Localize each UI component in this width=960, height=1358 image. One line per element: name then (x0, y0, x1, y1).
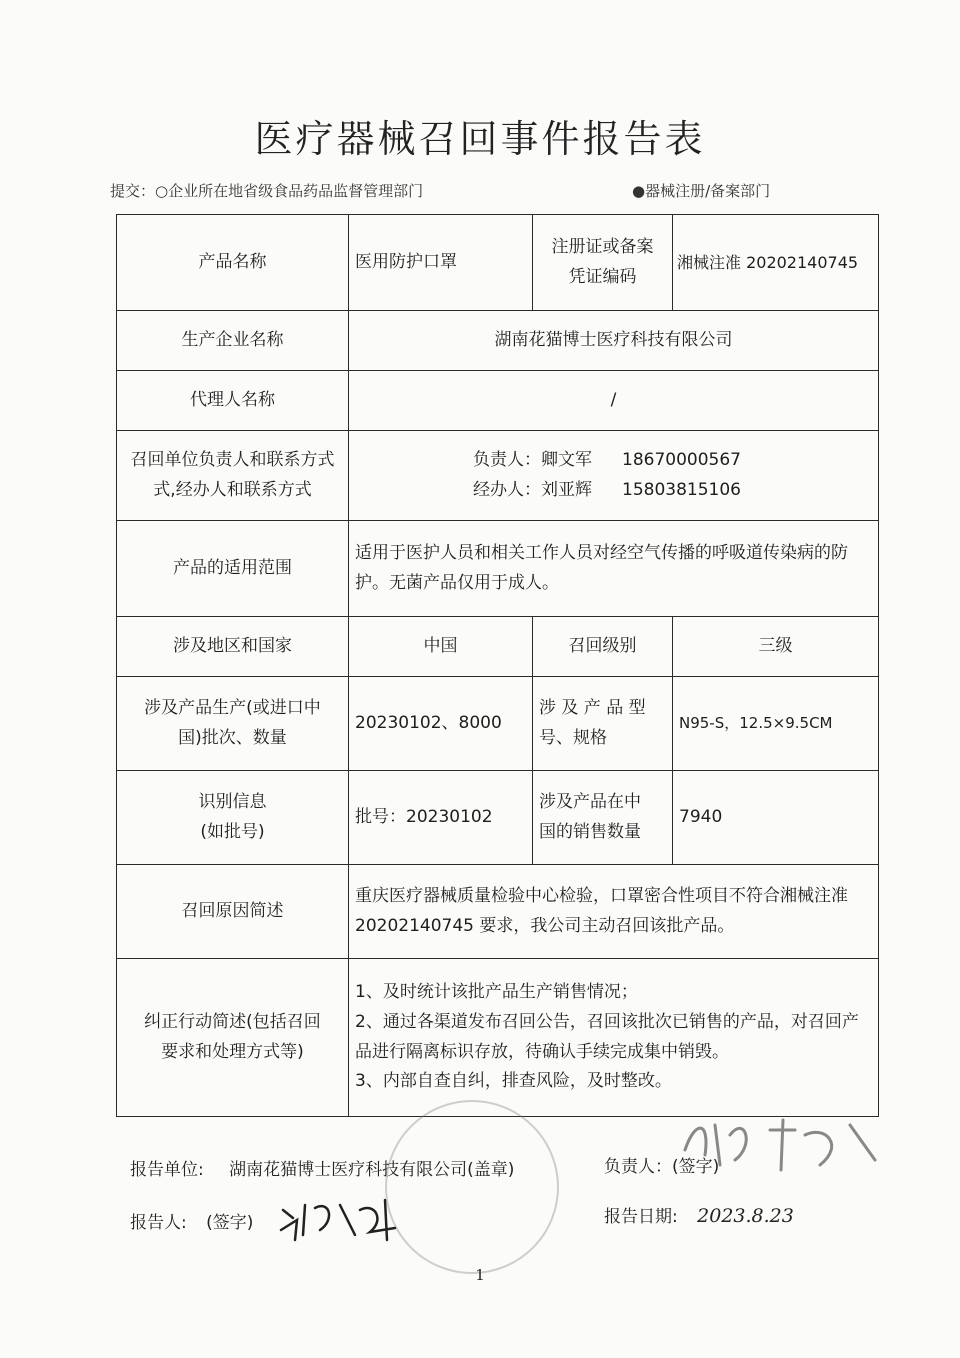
page-number: 1 (475, 1266, 485, 1284)
action-label: 纠正行动简述(包括召回 要求和处理方式等) (117, 959, 349, 1117)
ident-label: 识别信息 (如批号) (117, 771, 349, 865)
action-value (349, 959, 879, 1117)
batch-value: 20230102、8000 (349, 677, 533, 771)
reporter-signature (275, 1190, 425, 1245)
submit-to-row (110, 180, 810, 201)
scope-label: 产品的适用范围 (117, 521, 349, 617)
contact-head-phone: 18670000567 (622, 449, 741, 470)
report-date: 报告日期: 2023.8.23 (604, 1205, 794, 1227)
recall-report-table (116, 214, 879, 1117)
agent-value: / (349, 371, 879, 431)
report-date-value: 2023.8.23 (697, 1205, 794, 1227)
product-name-value: 医用防护口罩 (349, 215, 533, 311)
maker-label: 生产企业名称 (117, 311, 349, 371)
company-seal (385, 1100, 559, 1274)
submit-option-provincial[interactable]: ○企业所在地省级食品药品监督管理部门 (155, 182, 424, 200)
contact-label: 召回单位负责人和联系方式 式,经办人和联系方式 (117, 431, 349, 521)
agent-label: 代理人名称 (117, 371, 349, 431)
submit-option-registration[interactable]: ●器械注册/备案部门 (632, 182, 771, 200)
contact-head: 负责人：卿文军 (473, 449, 592, 470)
contact-handler-phone: 15803815106 (622, 479, 741, 500)
region-label: 涉及地区和国家 (117, 617, 349, 677)
model-value: N95-S，12.5×9.5CM (673, 677, 879, 771)
ident-value: 批号：20230102 (349, 771, 533, 865)
action-item: 2、通过各渠道发布召回公告，召回该批次已销售的产品，对召回产品进行隔离标识存放，待确认手续完成集中销毁。 (355, 1011, 859, 1062)
contact-handler: 经办人：刘亚辉 (473, 479, 592, 500)
head-signature (675, 1105, 890, 1180)
head-signature-label: 负责人：(签字) (604, 1157, 720, 1177)
reg-code-value: 湘械注准 20202140745 (673, 215, 879, 311)
product-name-label: 产品名称 (117, 215, 349, 311)
page-title: 医疗器械召回事件报告表 (254, 117, 706, 161)
contact-value (349, 431, 879, 521)
report-unit: 报告单位: 湖南花猫博士医疗科技有限公司(盖章) (130, 1160, 515, 1180)
scope-value: 适用于医护人员和相关工作人员对经空气传播的呼吸道传染病的防护。无菌产品仅用于成人。 (349, 521, 879, 617)
model-label: 涉 及 产 品 型 号、规格 (533, 677, 673, 771)
sales-value: 7940 (673, 771, 879, 865)
reason-label: 召回原因简述 (117, 865, 349, 959)
region-value: 中国 (349, 617, 533, 677)
submit-prefix: 提交： (110, 182, 156, 200)
level-value: 三级 (673, 617, 879, 677)
sales-label: 涉及产品在中 国的销售数量 (533, 771, 673, 865)
reason-value: 重庆医疗器械质量检验中心检验，口罩密合性项目不符合湘械注准 20202140745 要求，我公司主动召回该批产品。 (349, 865, 879, 959)
batch-label: 涉及产品生产(或进口中 国)批次、数量 (117, 677, 349, 771)
reporter: 报告人: (签字) (130, 1213, 254, 1233)
action-item: 1、及时统计该批产品生产销售情况； (355, 982, 638, 1002)
action-item: 3、内部自查自纠，排查风险，及时整改。 (355, 1071, 672, 1092)
maker-value: 湖南花猫博士医疗科技有限公司 (349, 311, 879, 371)
reg-code-label: 注册证或备案 凭证编码 (533, 215, 673, 311)
level-label: 召回级别 (533, 617, 673, 677)
